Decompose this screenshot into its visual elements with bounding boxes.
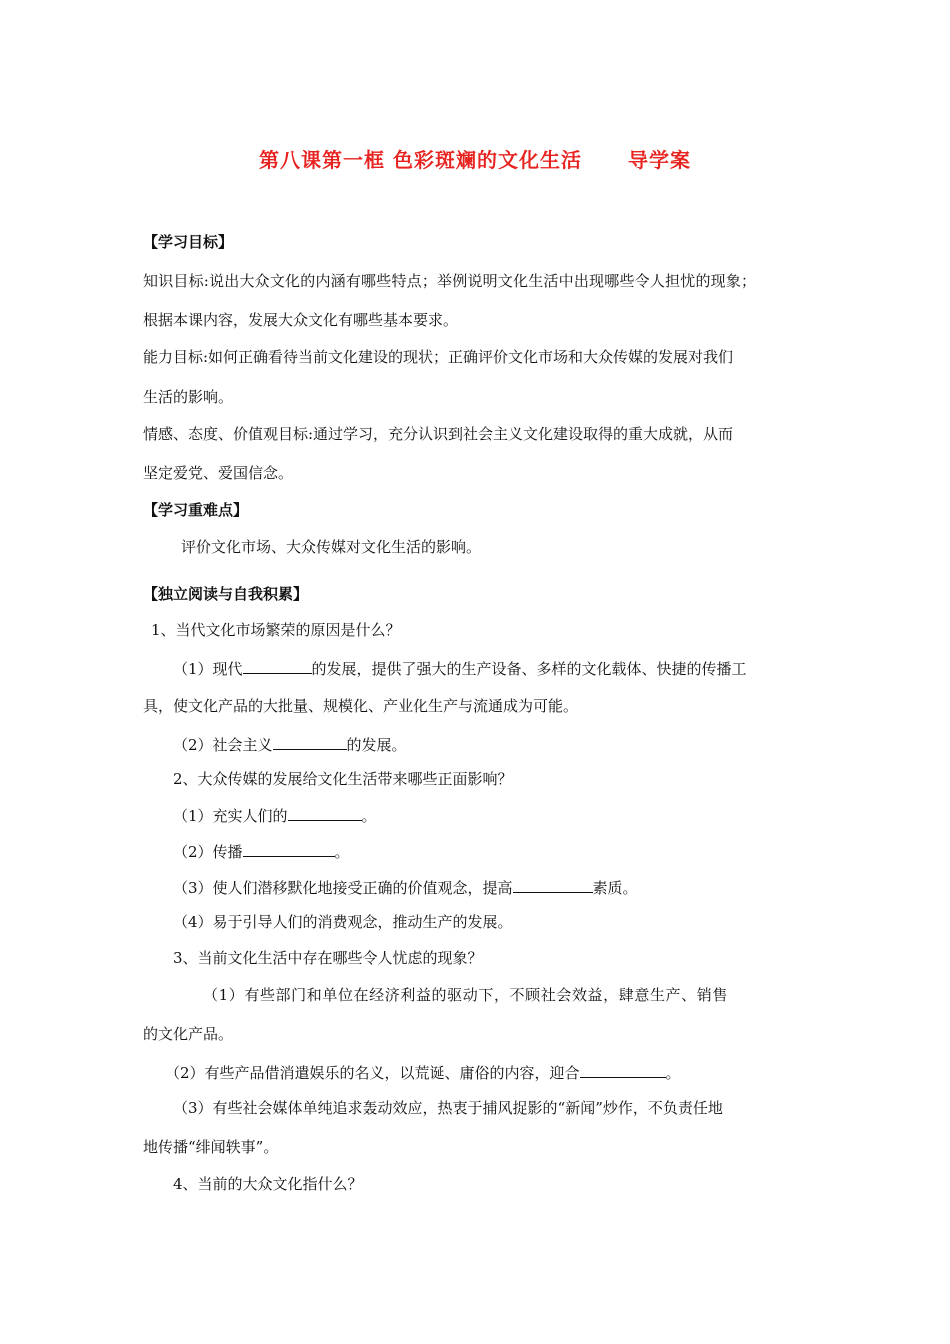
question-3: 3、当前文化生活中存在哪些令人忧虑的现象？ xyxy=(173,949,483,967)
q1-answer-1-pre: （1）现代 xyxy=(173,660,243,678)
emotion-objective-line-2: 坚定爱党、爱国信念。 xyxy=(143,464,294,482)
ability-objective-line-1: 能力目标:如何正确看待当前文化建设的现状；正确评价文化市场和大众传媒的发展对我们 xyxy=(143,348,734,366)
q2-answer-2-pre: （2）传播 xyxy=(173,843,243,861)
q2-answer-1-pre: （1）充实人们的 xyxy=(173,807,288,825)
question-1: 1、当代文化市场繁荣的原因是什么？ xyxy=(151,621,401,639)
q2-answer-1-post: 。 xyxy=(361,807,377,825)
q2-answer-2 xyxy=(173,840,350,862)
emotion-objective-line-1: 情感、态度、价值观目标:通过学习，充分认识到社会主义文化建设取得的重大成就，从而 xyxy=(143,425,734,443)
q3-answer-1: （1）有些部门和单位在经济利益的驱动下，不顾社会效益，肆意生产、销售 xyxy=(203,986,728,1004)
q2-answer-1 xyxy=(173,804,377,826)
q1-answer-1 xyxy=(173,657,747,679)
q2-answer-4: （4）易于引导人们的消费观念，推动生产的发展。 xyxy=(173,913,513,931)
q3-answer-3-cont: 地传播“绯闻轶事”。 xyxy=(143,1138,279,1156)
ability-objective-line-2: 生活的影响。 xyxy=(143,388,234,406)
title-sub: 导学案 xyxy=(627,148,691,172)
q3-answer-2-pre: （2）有些产品借消遣娱乐的名义，以荒诞、庸俗的内容，迎合 xyxy=(165,1064,580,1082)
q2-answer-2-post: 。 xyxy=(334,843,350,861)
knowledge-objective-line-1: 知识目标:说出大众文化的内涵有哪些特点；举例说明文化生活中出现哪些令人担忧的现象； xyxy=(143,272,757,290)
q1-answer-1-post: 的发展，提供了强大的生产设备、多样的文化载体、快捷的传播工 xyxy=(311,660,747,678)
q3-answer-2-post: 。 xyxy=(665,1064,681,1082)
fill-blank[interactable] xyxy=(273,733,347,750)
fill-blank[interactable] xyxy=(513,876,593,893)
page-title xyxy=(0,144,950,173)
key-points-text: 评价文化市场、大众传媒对文化生活的影响。 xyxy=(181,538,482,556)
key-points-heading: 【学习重难点】 xyxy=(143,501,249,519)
q1-answer-2-post: 的发展。 xyxy=(346,736,407,754)
knowledge-objective-line-2: 根据本课内容，发展大众文化有哪些基本要求。 xyxy=(143,311,459,329)
fill-blank[interactable] xyxy=(580,1061,666,1078)
q1-answer-2 xyxy=(173,733,407,755)
title-main: 第八课第一框 色彩斑斓的文化生活 xyxy=(259,148,582,172)
fill-blank[interactable] xyxy=(243,840,335,857)
fill-blank[interactable] xyxy=(243,657,312,674)
q3-answer-3: （3）有些社会媒体单纯追求轰动效应，热衷于捕风捉影的“新闻”炒作，不负责任地 xyxy=(173,1099,723,1117)
question-2: 2、大众传媒的发展给文化生活带来哪些正面影响？ xyxy=(173,770,513,788)
q2-answer-3 xyxy=(173,876,638,898)
objectives-heading: 【学习目标】 xyxy=(143,233,234,251)
q2-answer-3-pre: （3）使人们潜移默化地接受正确的价值观念，提高 xyxy=(173,879,513,897)
q3-answer-2 xyxy=(165,1061,681,1083)
reading-heading: 【独立阅读与自我积累】 xyxy=(143,585,309,603)
q2-answer-3-post: 素质。 xyxy=(592,879,638,897)
q1-answer-1-cont: 具，使文化产品的大批量、规模化、产业化生产与流通成为可能。 xyxy=(143,697,579,715)
q1-answer-2-pre: （2）社会主义 xyxy=(173,736,273,754)
q3-answer-1-cont: 的文化产品。 xyxy=(143,1025,234,1043)
fill-blank[interactable] xyxy=(288,804,362,821)
question-4: 4、当前的大众文化指什么？ xyxy=(173,1175,363,1193)
